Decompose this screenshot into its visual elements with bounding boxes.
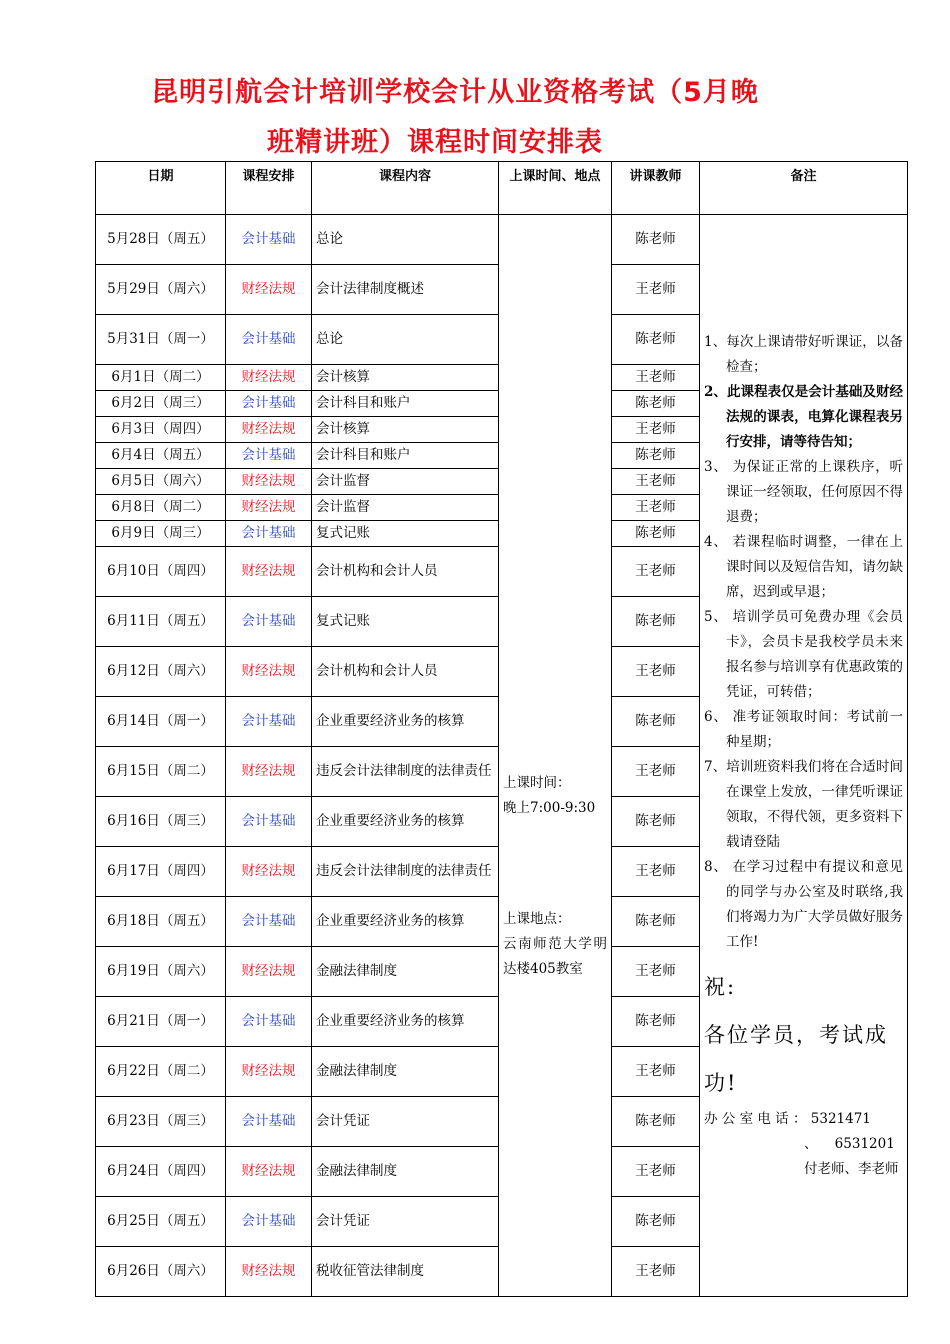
phone-number-2: 6531201 (834, 1135, 895, 1152)
cell-date: 6月17日（周四） (96, 847, 226, 897)
cell-teacher: 陈老师 (612, 443, 700, 469)
place-value: 云南师范大学明达楼405教室 (503, 936, 607, 977)
cell-course: 财经法规 (226, 747, 312, 797)
cell-course: 财经法规 (226, 647, 312, 697)
cell-course: 会计基础 (226, 697, 312, 747)
cell-course: 财经法规 (226, 365, 312, 391)
cell-course: 财经法规 (226, 495, 312, 521)
cell-teacher: 王老师 (612, 647, 700, 697)
cell-date: 6月16日（周三） (96, 797, 226, 847)
page-title-line1: 昆明引航会计培训学校会计从业资格考试（5月晚 (151, 77, 759, 108)
header-teacher: 讲课教师 (612, 162, 700, 215)
header-time-place: 上课时间、地点 (499, 162, 612, 215)
cell-course: 会计基础 (226, 521, 312, 547)
cell-teacher: 陈老师 (612, 521, 700, 547)
cell-course: 财经法规 (226, 847, 312, 897)
table-header-row (96, 162, 908, 215)
header-notes: 备注 (700, 162, 908, 215)
cell-teacher: 陈老师 (612, 697, 700, 747)
cell-teacher: 王老师 (612, 547, 700, 597)
cell-course: 会计基础 (226, 391, 312, 417)
cell-content: 会计监督 (312, 495, 499, 521)
note-item: 1、每次上课请带好听课证，以备检查； (704, 333, 903, 375)
time-value: 晚上7:00-9:30 (503, 800, 596, 816)
cell-content: 会计机构和会计人员 (312, 647, 499, 697)
note-item: 4、 若课程临时调整，一律在上课时间以及短信告知，请勿缺席，迟到或早退； (704, 533, 903, 600)
cell-date: 6月11日（周五） (96, 597, 226, 647)
cell-date: 6月14日（周一） (96, 697, 226, 747)
cell-content: 会计科目和账户 (312, 443, 499, 469)
cell-course: 会计基础 (226, 1097, 312, 1147)
phone-number-2-line (704, 1132, 903, 1157)
blessing-line1: 祝: (704, 974, 737, 999)
cell-content: 违反会计法律制度的法律责任 (312, 847, 499, 897)
cell-course: 会计基础 (226, 597, 312, 647)
cell-date: 6月2日（周三） (96, 391, 226, 417)
cell-content: 会计凭证 (312, 1197, 499, 1247)
cell-date: 6月26日（周六） (96, 1247, 226, 1297)
cell-date: 6月21日（周一） (96, 997, 226, 1047)
cell-teacher: 陈老师 (612, 597, 700, 647)
note-item: 2、此课程表仅是会计基础及财经法规的课表，电算化课程表另行安排，请等待告知； (704, 383, 903, 450)
cell-course: 财经法规 (226, 265, 312, 315)
cell-time-place (499, 215, 612, 1297)
note-item: 5、 培训学员可免费办理《会员卡》，会员卡是我校学员未来报名参与培训享有优惠政策的凭证，可转借； (704, 608, 903, 700)
cell-date: 6月15日（周二） (96, 747, 226, 797)
cell-date: 6月5日（周六） (96, 469, 226, 495)
place-label: 上课地点： (503, 911, 571, 927)
cell-date: 5月29日（周六） (96, 265, 226, 315)
cell-course: 会计基础 (226, 443, 312, 469)
page-title-line2: 班精讲班）课程时间安排表 (267, 127, 603, 158)
cell-teacher: 王老师 (612, 265, 700, 315)
cell-content: 税收征管法律制度 (312, 1247, 499, 1297)
note-item: 7、培训班资料我们将在合适时间在课堂上发放，一律凭听课证领取，不得代领，更多资料下载请登陆 (704, 758, 903, 850)
cell-course: 会计基础 (226, 997, 312, 1047)
cell-teacher: 陈老师 (612, 997, 700, 1047)
cell-course: 会计基础 (226, 315, 312, 365)
cell-content: 金融法律制度 (312, 1147, 499, 1197)
cell-content: 会计机构和会计人员 (312, 547, 499, 597)
cell-date: 6月25日（周五） (96, 1197, 226, 1247)
cell-teacher: 陈老师 (612, 391, 700, 417)
cell-course: 财经法规 (226, 547, 312, 597)
table-row (96, 215, 908, 265)
header-course: 课程安排 (226, 162, 312, 215)
cell-teacher: 陈老师 (612, 215, 700, 265)
cell-teacher: 王老师 (612, 947, 700, 997)
cell-teacher: 王老师 (612, 1247, 700, 1297)
cell-teacher: 王老师 (612, 417, 700, 443)
phone-label: 办 公 室 电 话 ： (704, 1110, 807, 1127)
cell-content: 会计科目和账户 (312, 391, 499, 417)
cell-teacher: 王老师 (612, 495, 700, 521)
office-phone (704, 1107, 903, 1182)
cell-teacher: 陈老师 (612, 797, 700, 847)
note-item: 3、 为保证正常的上课秩序，听课证一经领取，任何原因不得退费； (704, 458, 903, 525)
contact-persons: 付老师、李老师 (804, 1160, 899, 1177)
cell-teacher: 陈老师 (612, 897, 700, 947)
cell-course: 财经法规 (226, 417, 312, 443)
cell-content: 企业重要经济业务的核算 (312, 797, 499, 847)
cell-date: 6月4日（周五） (96, 443, 226, 469)
cell-date: 6月8日（周二） (96, 495, 226, 521)
cell-teacher: 陈老师 (612, 1097, 700, 1147)
header-date: 日期 (96, 162, 226, 215)
cell-course: 会计基础 (226, 797, 312, 847)
cell-date: 6月12日（周六） (96, 647, 226, 697)
cell-content: 复式记账 (312, 597, 499, 647)
cell-notes (700, 215, 908, 1297)
cell-date: 6月23日（周三） (96, 1097, 226, 1147)
cell-content: 企业重要经济业务的核算 (312, 697, 499, 747)
cell-content: 会计法律制度概述 (312, 265, 499, 315)
cell-date: 5月28日（周五） (96, 215, 226, 265)
cell-teacher: 王老师 (612, 847, 700, 897)
cell-course: 会计基础 (226, 1197, 312, 1247)
cell-date: 6月10日（周四） (96, 547, 226, 597)
cell-teacher: 王老师 (612, 1047, 700, 1097)
schedule-table (95, 161, 908, 1297)
cell-teacher: 陈老师 (612, 1197, 700, 1247)
cell-date: 5月31日（周一） (96, 315, 226, 365)
cell-teacher: 王老师 (612, 365, 700, 391)
cell-course: 会计基础 (226, 897, 312, 947)
cell-date: 6月24日（周四） (96, 1147, 226, 1197)
cell-content: 会计核算 (312, 365, 499, 391)
cell-content: 违反会计法律制度的法律责任 (312, 747, 499, 797)
cell-course: 会计基础 (226, 215, 312, 265)
cell-date: 6月1日（周二） (96, 365, 226, 391)
cell-course: 财经法规 (226, 1147, 312, 1197)
phone-number-1: 5321471 (810, 1110, 871, 1127)
cell-content: 金融法律制度 (312, 947, 499, 997)
cell-teacher: 王老师 (612, 469, 700, 495)
cell-date: 6月22日（周二） (96, 1047, 226, 1097)
cell-date: 6月19日（周六） (96, 947, 226, 997)
header-content: 课程内容 (312, 162, 499, 215)
cell-teacher: 陈老师 (612, 315, 700, 365)
cell-content: 会计凭证 (312, 1097, 499, 1147)
cell-date: 6月18日（周五） (96, 897, 226, 947)
cell-content: 会计监督 (312, 469, 499, 495)
phone-separator: 、 (804, 1135, 818, 1152)
cell-course: 财经法规 (226, 1047, 312, 1097)
cell-course: 财经法规 (226, 1247, 312, 1297)
cell-course: 财经法规 (226, 469, 312, 495)
time-label: 上课时间： (503, 775, 571, 791)
cell-teacher: 王老师 (612, 1147, 700, 1197)
cell-content: 总论 (312, 215, 499, 265)
cell-content: 复式记账 (312, 521, 499, 547)
cell-course: 财经法规 (226, 947, 312, 997)
cell-content: 企业重要经济业务的核算 (312, 997, 499, 1047)
cell-date: 6月3日（周四） (96, 417, 226, 443)
cell-content: 企业重要经济业务的核算 (312, 897, 499, 947)
cell-date: 6月9日（周三） (96, 521, 226, 547)
cell-content: 会计核算 (312, 417, 499, 443)
note-item: 8、 在学习过程中有提议和意见的同学与办公室及时联络,我们将竭力为广大学员做好服务工作! (704, 858, 903, 950)
note-item: 6、 准考证领取时间：考试前一种星期； (704, 708, 903, 750)
cell-content: 金融法律制度 (312, 1047, 499, 1097)
cell-content: 总论 (312, 315, 499, 365)
blessing-line2: 各位学员，考试成功! (704, 1022, 888, 1095)
cell-teacher: 王老师 (612, 747, 700, 797)
